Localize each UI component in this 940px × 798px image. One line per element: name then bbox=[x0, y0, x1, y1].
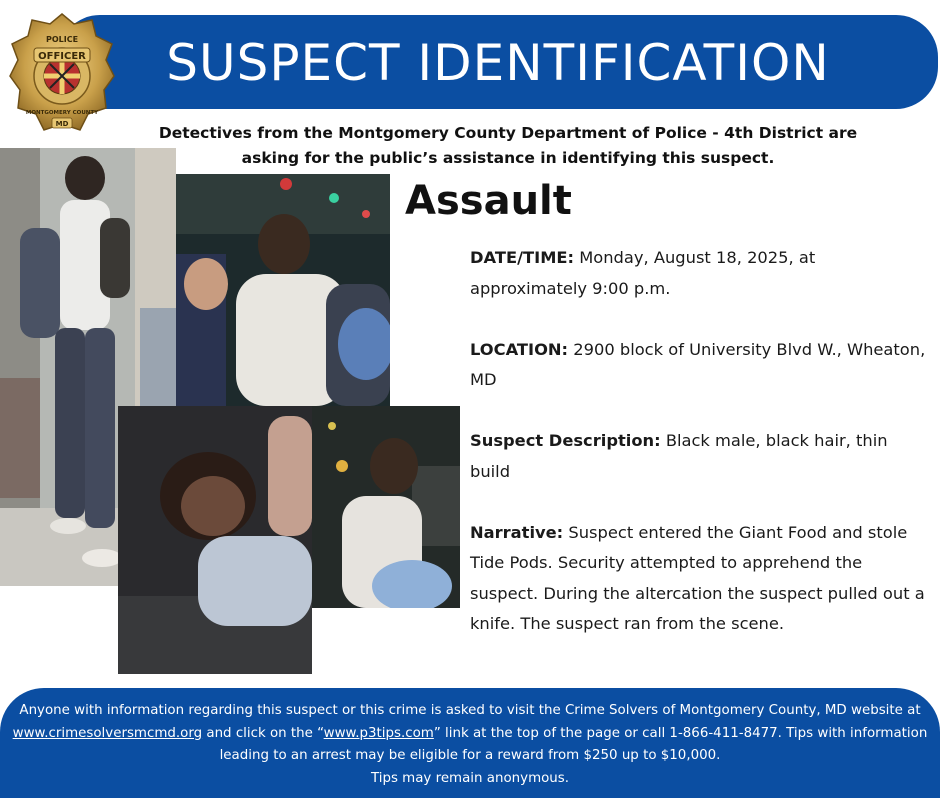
footer-text-2: and click on the “ bbox=[202, 725, 324, 741]
footer-anonymous-note: Tips may remain anonymous. bbox=[370, 770, 570, 786]
intro-line-1: Detectives from the Montgomery County Department of Police - 4th District are bbox=[158, 124, 858, 142]
narrative-field bbox=[470, 518, 932, 640]
suspect-photo-officer bbox=[176, 174, 390, 406]
police-badge-icon bbox=[8, 12, 116, 144]
narrative-label: Narrative: bbox=[470, 522, 564, 542]
suspect-photo-street bbox=[312, 406, 460, 608]
footer-tip-info bbox=[8, 700, 932, 790]
crimesolvers-link[interactable]: www.crimesolversmcmd.org bbox=[12, 725, 203, 741]
svg-text:POLICE: POLICE bbox=[45, 35, 79, 44]
svg-text:OFFICER: OFFICER bbox=[38, 51, 86, 62]
intro-line-2: asking for the public’s assistance in identifying this suspect. bbox=[241, 149, 775, 167]
location-value: 2900 block of University Blvd W., Wheaton, MD bbox=[470, 339, 926, 389]
case-details bbox=[470, 243, 932, 670]
description-field bbox=[470, 426, 932, 487]
datetime-field bbox=[470, 243, 932, 304]
description-value: Black male, black hair, thin build bbox=[470, 431, 888, 481]
footer-text-1: Anyone with information regarding this suspect or this crime is asked to visit the Crime Solvers of Montgomery County, MD website at bbox=[19, 703, 921, 718]
description-label: Suspect Description: bbox=[470, 431, 661, 450]
datetime-value: Monday, August 18, 2025, at approximately 9:00 p.m. bbox=[470, 248, 816, 298]
location-label: LOCATION: bbox=[470, 339, 569, 359]
crime-type-heading: Assault bbox=[405, 178, 572, 224]
narrative-value: Suspect entered the Giant Food and stole Tide Pods. Security attempted to apprehend the suspect. During the altercation the suspect pulled out a knife. The suspect ran from the scene. bbox=[470, 522, 925, 633]
intro-text bbox=[118, 121, 898, 171]
footer-text-3: ” link at the top of the page or call 1-866-411-8477. Tips with information leading to an arrest may be eligible for a reward from $250 up to $10,000. bbox=[219, 725, 928, 763]
suspect-photo-ground bbox=[118, 406, 312, 674]
p3tips-link[interactable]: www.p3tips.com bbox=[323, 725, 434, 741]
page-title: SUSPECT IDENTIFICATION bbox=[166, 34, 830, 92]
svg-text:MONTGOMERY COUNTY: MONTGOMERY COUNTY bbox=[25, 110, 99, 116]
location-field bbox=[470, 335, 932, 396]
svg-text:MD: MD bbox=[55, 120, 69, 128]
datetime-label: DATE/TIME: bbox=[470, 248, 575, 267]
